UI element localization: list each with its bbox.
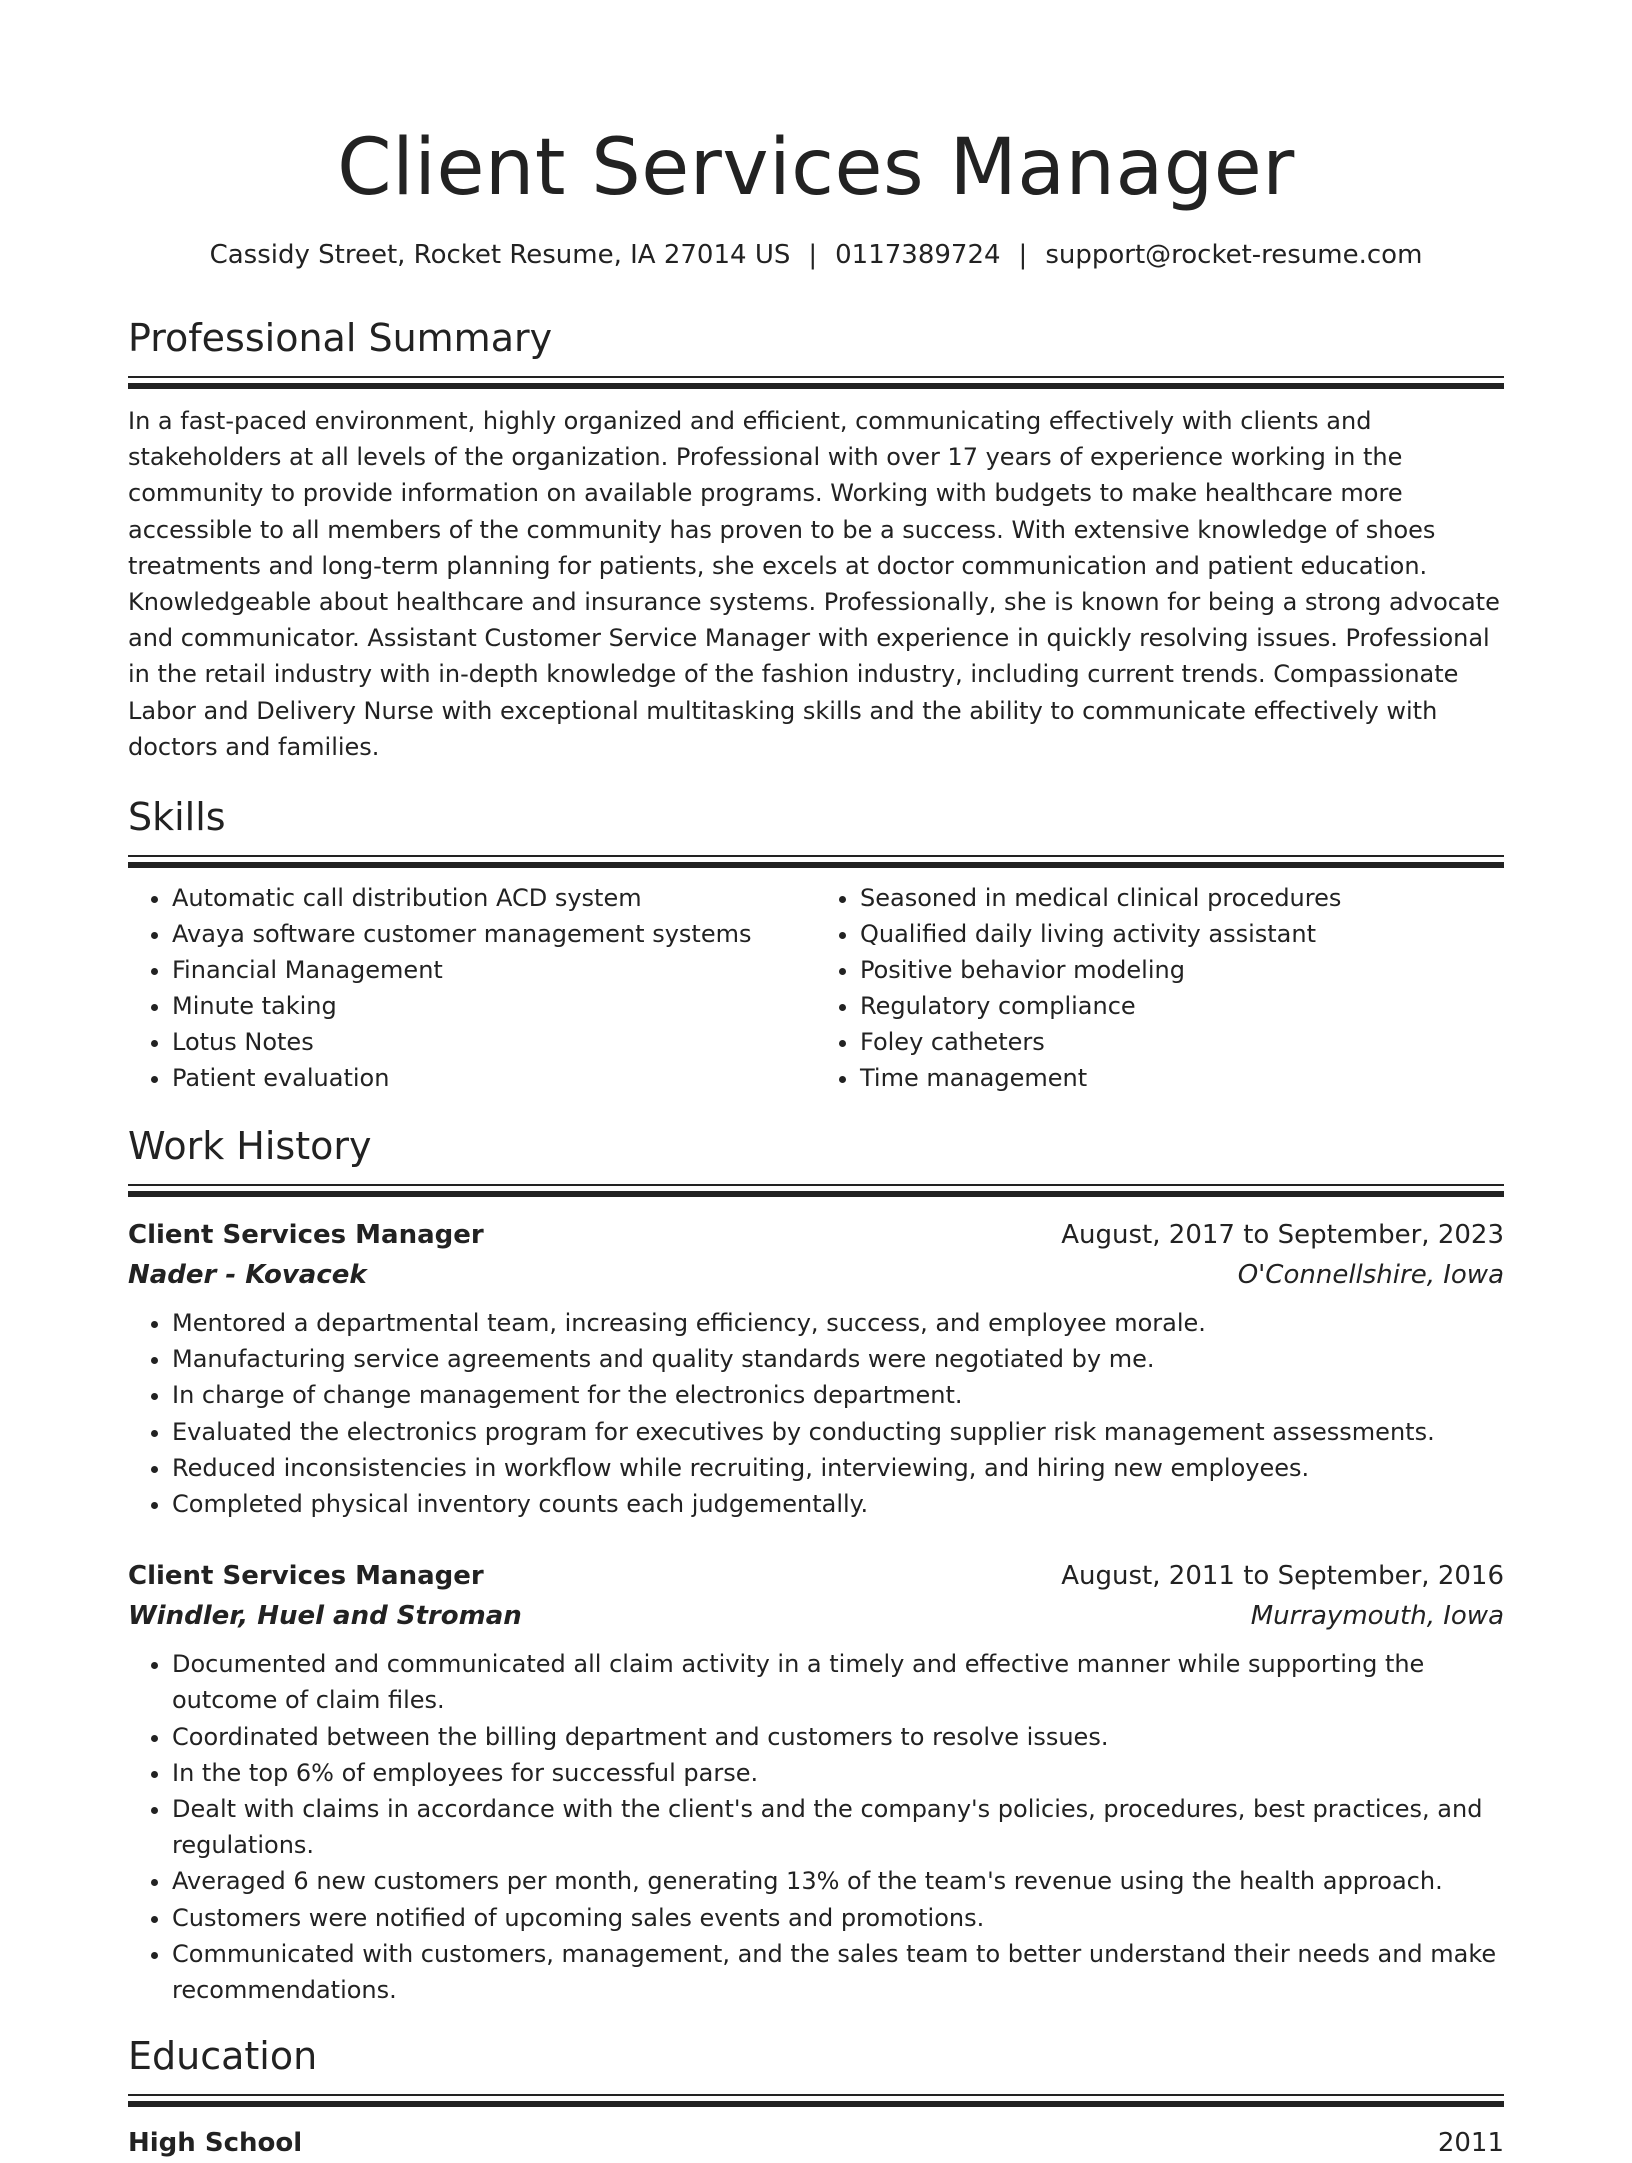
job-subheader <box>128 1596 1504 1636</box>
section-divider <box>128 1184 1504 1197</box>
work-section <box>128 1122 1504 2008</box>
job-dates: August, 2017 to September, 2023 <box>1061 1220 1504 1251</box>
skill-item: • Time management <box>860 1060 1504 1096</box>
job-bullet: • Reduced inconsistencies in workflow while recruiting, interviewing, and hiring new employees. <box>172 1450 1504 1486</box>
job-bullet: • Documented and communicated all claim activity in a timely and effective manner while supporting the outcome of claim files. <box>172 1646 1504 1718</box>
contact-address: Cassidy Street, Rocket Resume, IA 27014 US <box>209 240 791 270</box>
skill-item: • Qualified daily living activity assistant <box>860 916 1504 952</box>
job-bullet: • Completed physical inventory counts each judgementally. <box>172 1486 1504 1522</box>
job-company: Nader - Kovacek <box>128 1260 367 1291</box>
skill-item: • Financial Management <box>172 952 816 988</box>
job-header <box>128 1556 1504 1596</box>
job-bullet: • Averaged 6 new customers per month, generating 13% of the team's revenue using the health approach. <box>172 1863 1504 1899</box>
job-dates: August, 2011 to September, 2016 <box>1061 1561 1504 1592</box>
skill-item: • Minute taking <box>172 988 816 1024</box>
skills-section <box>128 793 1504 1096</box>
skill-item: • Avaya software customer management systems <box>172 916 816 952</box>
section-title-summary: Professional Summary <box>128 316 553 360</box>
section-title-education: Education <box>128 2034 318 2079</box>
job-header <box>128 1215 1504 1255</box>
skill-item: • Patient evaluation <box>172 1060 816 1096</box>
education-year: 2011 <box>1437 2128 1504 2159</box>
section-title-work: Work History <box>128 1124 372 1169</box>
job-entry <box>128 1556 1504 2008</box>
job-bullet: • In charge of change management for the electronics department. <box>172 1377 1504 1413</box>
skill-item: • Lotus Notes <box>172 1024 816 1060</box>
skills-columns <box>128 880 1504 1096</box>
job-bullet: • Evaluated the electronics program for executives by conducting supplier risk management assessments. <box>172 1414 1504 1450</box>
skill-item: • Seasoned in medical clinical procedures <box>860 880 1504 916</box>
job-entry <box>128 1215 1504 1522</box>
job-bullet: • Communicated with customers, management, and the sales team to better understand their needs and make recommendations. <box>172 1936 1504 2008</box>
contact-separator: | <box>1018 240 1028 270</box>
skill-item: • Regulatory compliance <box>860 988 1504 1024</box>
job-company: Windler, Huel and Stroman <box>128 1601 522 1632</box>
section-title-skills: Skills <box>128 795 226 840</box>
job-bullets <box>128 1646 1504 2008</box>
summary-text: In a fast-paced environment, highly organized and efficient, communicating effectively with clients and stakeholders at all levels of the organization. Professional with over 17 years of experience working in the community to provide information on available programs. Working with budgets to make healthcare more accessible to all members of the community has proven to be a success. With extensive knowledge of shoes treatments and long-term planning for patients, she excels at doctor communication and patient education. Knowledgeable about healthcare and insurance systems. Professionally, she is known for being a strong advocate and communicator. Assistant Customer Service Manager with experience in quickly resolving issues. Professional in the retail industry with in-depth knowledge of the fashion industry, including current trends. Compassionate Labor and Delivery Nurse with exceptional multitasking skills and the ability to communicate effectively with doctors and families. <box>128 407 1500 761</box>
job-subheader <box>128 1255 1504 1295</box>
job-location: Murraymouth, Iowa <box>1250 1601 1504 1632</box>
skill-item: • Positive behavior modeling <box>860 952 1504 988</box>
contact-line <box>128 238 1504 272</box>
skills-list-left <box>128 880 816 1096</box>
job-bullets <box>128 1305 1504 1522</box>
education-entry <box>128 2123 1504 2163</box>
job-title: Client Services Manager <box>128 1561 484 1592</box>
job-bullet: • In the top 6% of employees for successful parse. <box>172 1755 1504 1791</box>
contact-email: support@rocket-resume.com <box>1045 240 1423 270</box>
section-divider <box>128 855 1504 868</box>
contact-phone: 0117389724 <box>835 240 1001 270</box>
job-location: O'Connellshire, Iowa <box>1237 1260 1504 1291</box>
section-divider <box>128 2094 1504 2107</box>
skills-list-right <box>816 880 1504 1096</box>
job-bullet: • Coordinated between the billing department and customers to resolve issues. <box>172 1719 1504 1755</box>
resume-name: Client Services Manager <box>337 123 1295 213</box>
section-divider <box>128 376 1504 389</box>
job-bullet: • Mentored a departmental team, increasing efficiency, success, and employee morale. <box>172 1305 1504 1341</box>
job-bullet: • Dealt with claims in accordance with the client's and the company's policies, procedures, best practices, and regulations. <box>172 1791 1504 1863</box>
job-bullet: • Customers were notified of upcoming sales events and promotions. <box>172 1900 1504 1936</box>
job-bullet: • Manufacturing service agreements and quality standards were negotiated by me. <box>172 1341 1504 1377</box>
skill-item: • Automatic call distribution ACD system <box>172 880 816 916</box>
job-title: Client Services Manager <box>128 1220 484 1251</box>
contact-separator: | <box>808 240 818 270</box>
education-section <box>128 2032 1504 2163</box>
skill-item: • Foley catheters <box>860 1024 1504 1060</box>
summary-section <box>128 314 1504 765</box>
education-degree: High School <box>128 2128 303 2159</box>
